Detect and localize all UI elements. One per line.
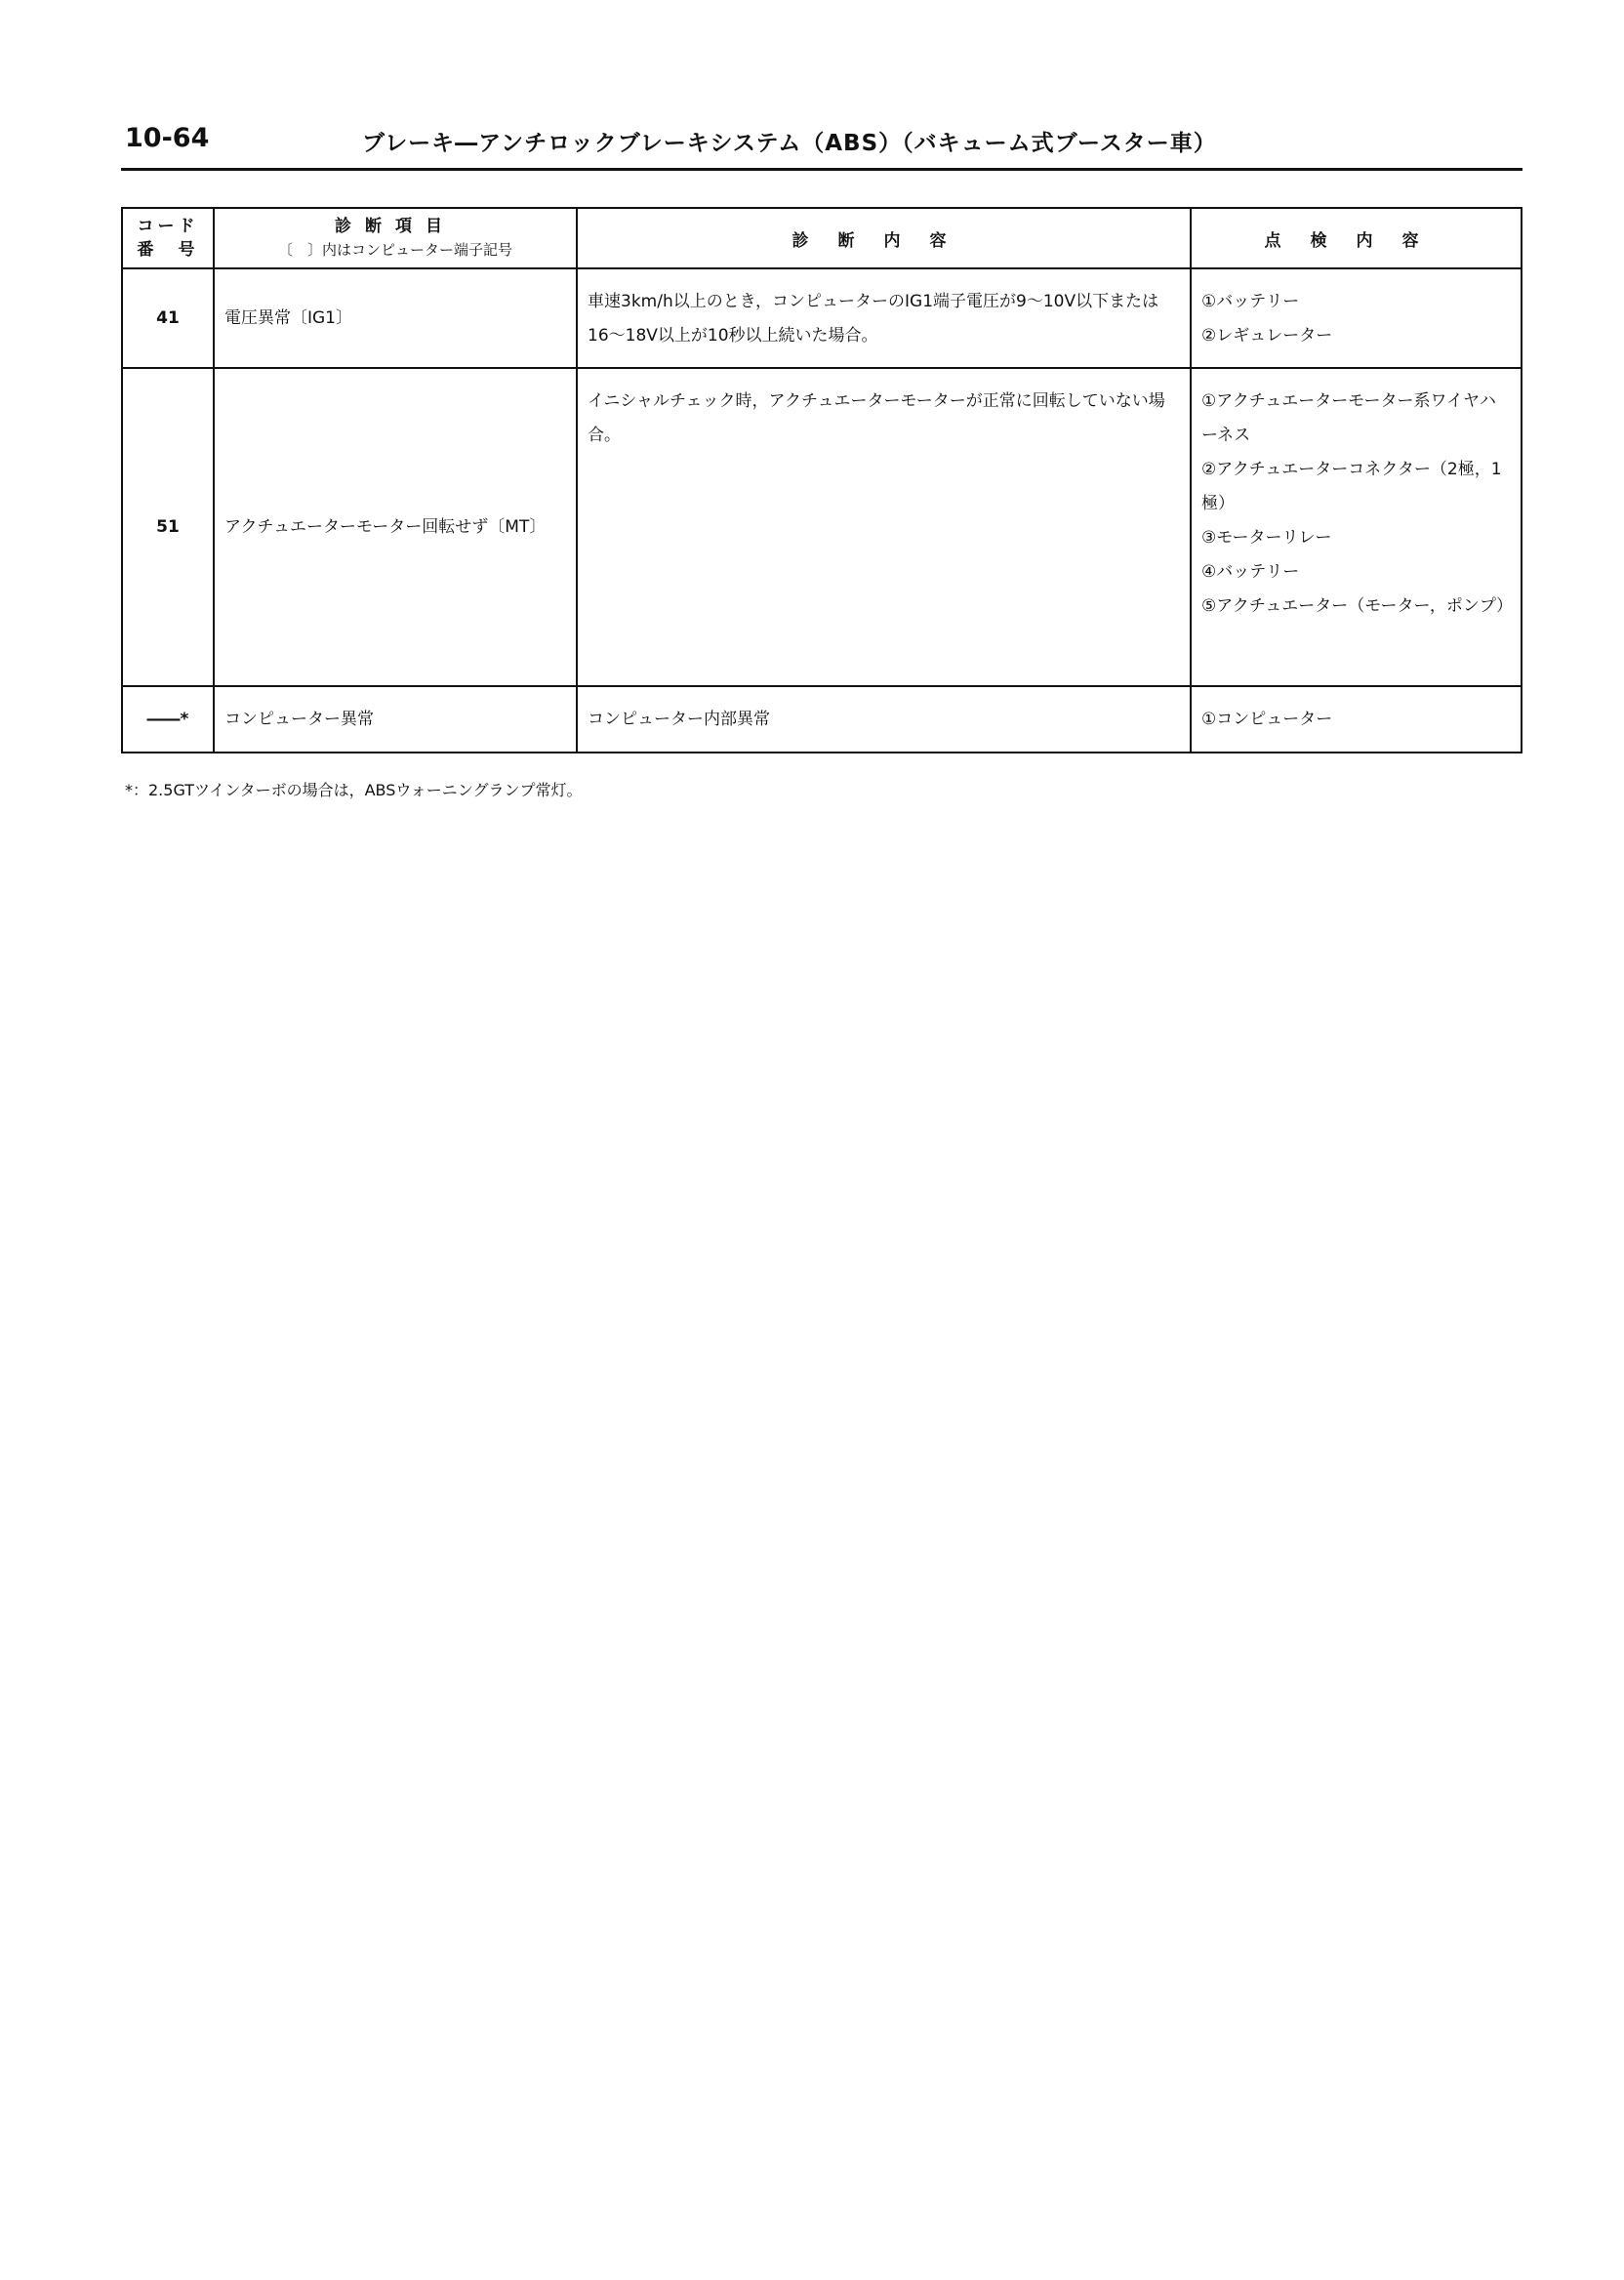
check-list [1201,385,1514,624]
item-cell: コンピューター異常 [214,686,577,753]
diagnosis-cell: 車速3km/h以上のとき，コンピューターのIG1端子電圧が9〜10V以下または16〜18V以上が10秒以上続いた場合。 [577,268,1191,368]
diagnosis-code-table [121,207,1522,753]
item-cell: アクチュエーターモーター回転せず〔MT〕 [214,368,577,686]
column-header-item-note: 〔 〕内はコンピューター端子記号 [277,241,512,259]
check-list [1201,703,1511,737]
check-cell [1191,686,1522,753]
check-cell [1191,368,1522,686]
column-header-item-label: 診断項目 [335,217,456,236]
page-title: ブレーキ―アンチロックブレーキシステム（ABS）（バキューム式ブースター車） [362,131,1217,156]
check-item: ①コンピューター [1201,709,1333,729]
code-cell: ――* [122,686,214,753]
check-list [1201,285,1511,353]
column-header-code [122,208,214,268]
column-header-code-label: コード 番 号 [137,217,199,260]
code-cell: 51 [122,368,214,686]
column-header-check: 点検内容 [1191,208,1522,268]
check-item: ②レギュレーター [1201,326,1333,346]
table-header-row [122,208,1522,268]
footnote: *：2.5GTツインターボの場合は，ABSウォーニングランプ常灯。 [125,781,583,799]
column-header-item [214,208,577,268]
check-item: ①バッテリー [1201,292,1300,311]
column-header-diagnosis: 診断内容 [577,208,1191,268]
code-cell: 41 [122,268,214,368]
page-number: 10-64 [125,123,210,153]
item-cell: 電圧異常〔IG1〕 [214,268,577,368]
check-item: ③モーターリレー [1201,528,1332,548]
check-item: ①アクチュエーターモーター系ワイヤハーネス [1201,391,1497,445]
check-item: ②アクチュエーターコネクター（2極，1極） [1201,460,1502,513]
table-row [122,368,1522,686]
table-row [122,686,1522,753]
table-row [122,268,1522,368]
page-header [125,119,1521,162]
diagnosis-cell: コンピューター内部異常 [577,686,1191,753]
diagnosis-cell: イニシャルチェック時，アクチュエーターモーターが正常に回転していない場合。 [577,368,1191,686]
check-item: ④バッテリー [1201,562,1300,582]
check-item: ⑤アクチュエーター（モーター，ポンプ） [1201,596,1514,616]
check-cell [1191,268,1522,368]
header-divider [121,168,1522,171]
